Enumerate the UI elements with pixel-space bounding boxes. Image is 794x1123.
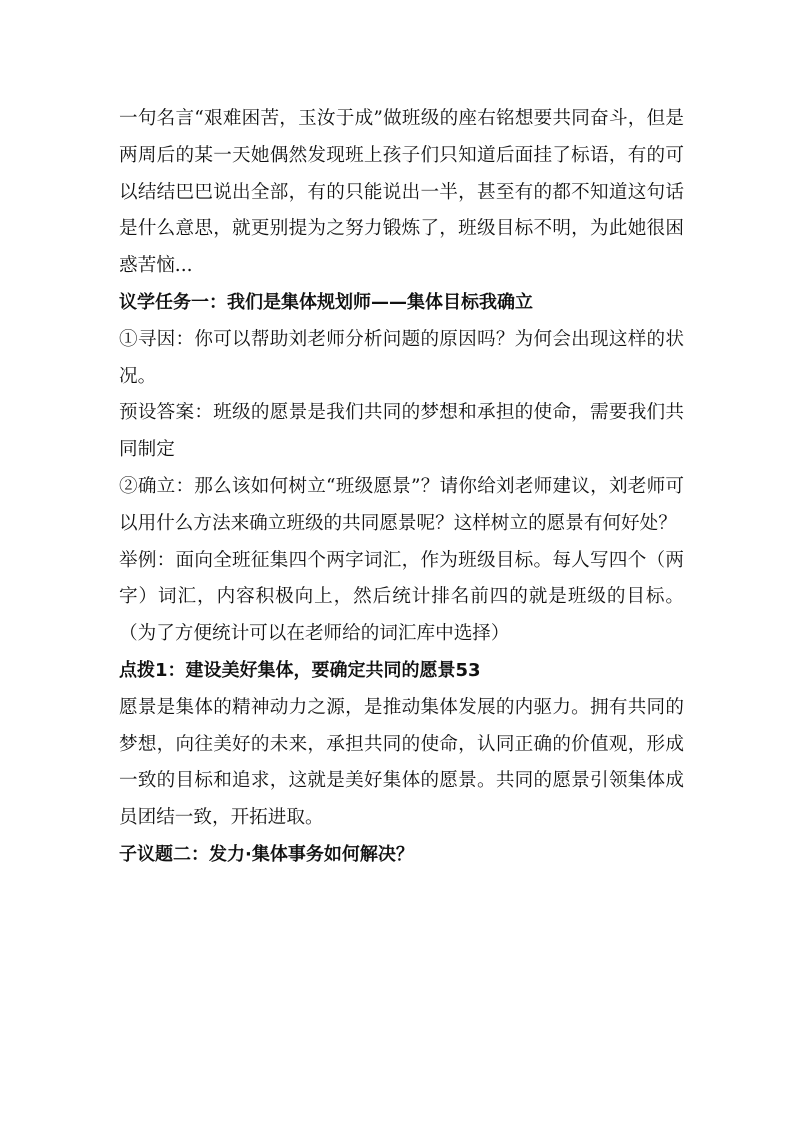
- paragraph-find-cause: ①寻因：你可以帮助刘老师分析问题的原因吗？为何会出现这样的状况。: [119, 328, 684, 387]
- heading-task-one: 议学任务一：我们是集体规划师——集体目标我确立: [119, 291, 533, 313]
- paragraph-preset-answer: 预设答案：班级的愿景是我们共同的梦想和承担的使命，需要我们共同制定: [119, 402, 684, 461]
- document-body: [119, 101, 684, 874]
- paragraph-story: 一句名言“艰难困苦，玉汝于成”做班级的座右铭想要共同奋斗，但是两周后的某一天她偶然发现班上孩子们只知道后面挂了标语，有的可以结结巴巴说出全部，有的只能说出一半，甚至有的都不知道这句话是什么意思，就更别提为之努力锻炼了，班级目标不明，为此她很困惑苦恼...: [119, 108, 684, 277]
- paragraph-example: 举例：面向全班征集四个两字词汇，作为班级目标。每人写四个（两字）词汇，内容积极向上，然后统计排名前四的就是班级的目标。（为了方便统计可以在老师给的词汇库中选择）: [119, 549, 684, 645]
- heading-tip-one: 点拨1：建设美好集体，要确定共同的愿景53: [119, 659, 481, 681]
- paragraph-establish: ②确立：那么该如何树立“班级愿景”？请你给刘老师建议，刘老师可以用什么方法来确立班级的共同愿景呢？这样树立的愿景有何好处？: [119, 475, 684, 534]
- heading-sub-topic-two: 子议题二：发力·集体事务如何解决？: [119, 843, 414, 865]
- paragraph-vision: 愿景是集体的精神动力之源，是推动集体发展的内驱力。拥有共同的梦想，向往美好的未来，承担共同的使命，认同正确的价值观，形成一致的目标和追求，这就是美好集体的愿景。共同的愿景引领集体成员团结一致，开拓进取。: [119, 696, 684, 829]
